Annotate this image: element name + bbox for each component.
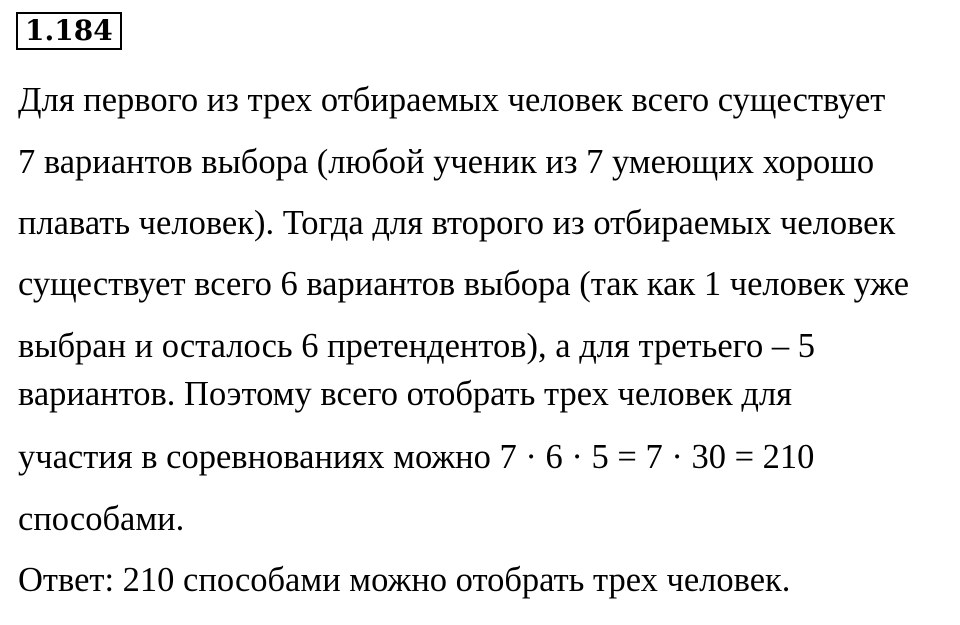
- solution-line: способами.: [18, 500, 185, 538]
- solution-line: существует всего 6 вариантов выбора (так как 1 человек уже: [18, 265, 910, 303]
- solution-line: вариантов. Поэтому всего отобрать трех человек для: [18, 375, 793, 413]
- solution-line: выбран и осталось 6 претендентов), а для третьего – 5: [18, 327, 815, 365]
- answer-line: Ответ: 210 способами можно отобрать трех человек.: [18, 561, 791, 599]
- solution-line: 7 вариантов выбора (любой ученик из 7 умеющих хорошо: [18, 143, 875, 181]
- problem-number-box: 1.184: [16, 12, 122, 50]
- solution-line: Для первого из трех отбираемых человек всего существует: [18, 81, 886, 119]
- solution-line: плавать человек). Тогда для второго из отбираемых человек: [18, 204, 896, 242]
- solution-line: участия в соревнованиях можно 7 · 6 · 5 = 7 · 30 = 210: [18, 438, 815, 476]
